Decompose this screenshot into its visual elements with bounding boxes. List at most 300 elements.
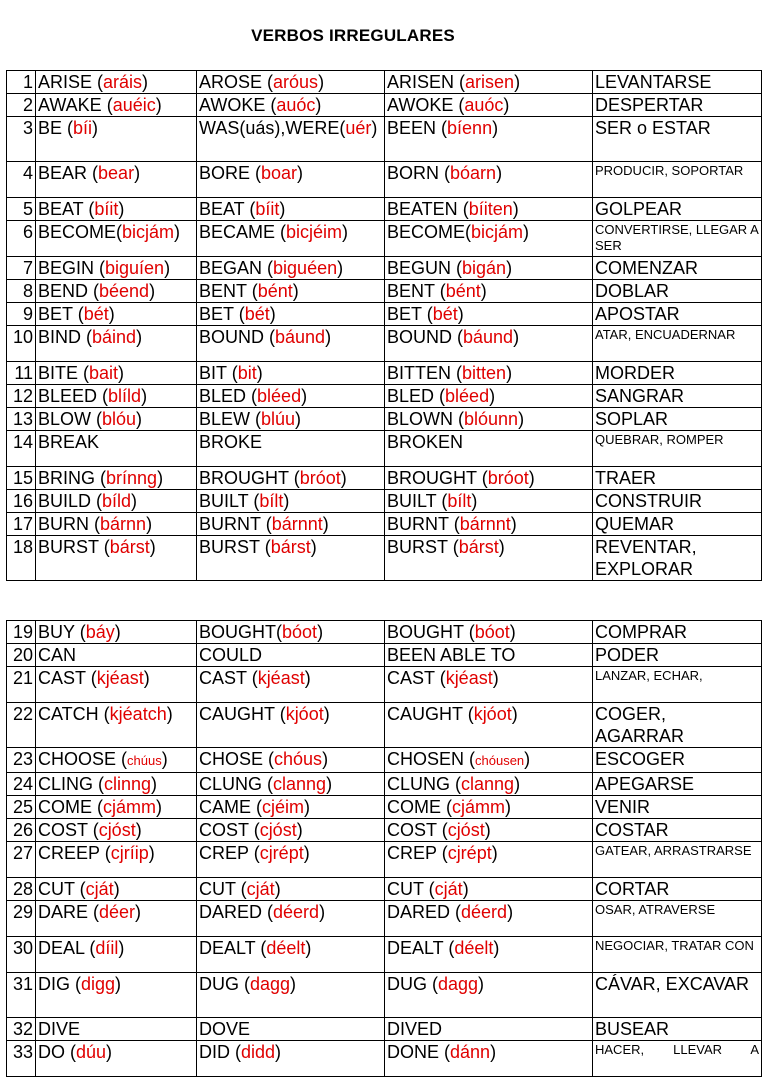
row-number: 20	[7, 644, 36, 667]
participle-cell: BET (bét)	[385, 303, 593, 326]
participle-cell: BEGUN (bigán)	[385, 257, 593, 280]
verb-row	[7, 280, 762, 303]
past-word: CUT	[199, 879, 236, 899]
infinitive-word: BIND	[38, 327, 82, 347]
past-word: BROKE	[199, 432, 263, 452]
participle-cell	[385, 1018, 593, 1041]
participle-pronunciation: bóot	[474, 622, 510, 642]
participle-cell: BURNT (bárnnt)	[385, 513, 593, 536]
past-word: DEALT	[199, 938, 256, 958]
row-number: 10	[7, 326, 36, 362]
meaning-cell: CONVERTIRSE, LLEGAR A SER	[593, 221, 762, 257]
infinitive-word: CAST	[38, 668, 86, 688]
row-number: 7	[7, 257, 36, 280]
participle-word: BITTEN	[387, 363, 452, 383]
past-word: BEAT	[199, 199, 245, 219]
infinitive-cell: BECOME(bicjám)	[36, 221, 197, 257]
past-pronunciation: cját	[246, 879, 275, 899]
past-word: BET	[199, 304, 234, 324]
past-cell: CAME (cjéim)	[197, 796, 385, 819]
participle-pronunciation: kjéast	[445, 668, 493, 688]
infinitive-word: DIVE	[38, 1019, 81, 1039]
verb-row	[7, 644, 762, 667]
participle-pronunciation: bárnnt	[459, 514, 511, 534]
participle-pronunciation: chóusen	[475, 753, 525, 768]
infinitive-cell: BE (bíi)	[36, 117, 197, 162]
past-cell: DID (didd)	[197, 1041, 385, 1077]
verb-row	[7, 513, 762, 536]
meaning-cell: COMPRAR	[593, 621, 762, 644]
infinitive-cell: BURST (bárst)	[36, 536, 197, 581]
past-cell: BORE (boar)	[197, 162, 385, 198]
row-number: 15	[7, 467, 36, 490]
past-word: BORE	[199, 163, 251, 183]
infinitive-pronunciation: chúus	[127, 753, 162, 768]
past-word: DARED	[199, 902, 263, 922]
row-number: 29	[7, 901, 36, 937]
row-number: 17	[7, 513, 36, 536]
participle-word: CLUNG	[387, 774, 451, 794]
infinitive-pronunciation: cjámm	[103, 797, 156, 817]
participle-cell: BECOME(bicjám)	[385, 221, 593, 257]
infinitive-cell: ARISE (aráis)	[36, 71, 197, 94]
past-cell: BLED (bléed)	[197, 385, 385, 408]
row-number: 26	[7, 819, 36, 842]
participle-cell: DUG (dagg)	[385, 973, 593, 1018]
infinitive-pronunciation: cjóst	[98, 820, 136, 840]
past-word: COST	[199, 820, 249, 840]
row-number: 1	[7, 71, 36, 94]
participle-word: BURST	[387, 537, 448, 557]
past-word: WAS(uás),WERE(	[199, 118, 346, 138]
past-pronunciation: cjóst	[259, 820, 297, 840]
past-cell: BEGAN (biguéen)	[197, 257, 385, 280]
participle-word: BECOME	[387, 222, 466, 242]
meaning-cell: CORTAR	[593, 878, 762, 901]
verb-row	[7, 431, 762, 467]
past-word: BURST	[199, 537, 260, 557]
participle-pronunciation: bárst	[458, 537, 499, 557]
participle-word: CREP	[387, 843, 437, 863]
past-cell: CAST (kjéast)	[197, 667, 385, 703]
meaning-cell: PRODUCIR, SOPORTAR	[593, 162, 762, 198]
past-cell: CLUNG (clanng)	[197, 773, 385, 796]
past-pronunciation: blúu	[261, 409, 296, 429]
verb-row	[7, 819, 762, 842]
participle-word: CAUGHT	[387, 704, 463, 724]
infinitive-cell: BEGIN (biguíen)	[36, 257, 197, 280]
participle-word: BROKEN	[387, 432, 464, 452]
participle-pronunciation: bíenn	[447, 118, 493, 138]
participle-cell	[385, 431, 593, 467]
verb-row	[7, 303, 762, 326]
participle-pronunciation: bílt	[447, 491, 472, 511]
past-pronunciation: aróus	[273, 72, 319, 92]
meaning-cell: GOLPEAR	[593, 198, 762, 221]
row-number: 30	[7, 937, 36, 973]
participle-cell: BENT (bént)	[385, 280, 593, 303]
participle-word: BEGUN	[387, 258, 452, 278]
participle-word: BET	[387, 304, 422, 324]
past-cell: COST (cjóst)	[197, 819, 385, 842]
participle-cell: BUILT (bílt)	[385, 490, 593, 513]
row-number: 18	[7, 536, 36, 581]
meaning-cell: COMENZAR	[593, 257, 762, 280]
participle-pronunciation: déerd	[461, 902, 508, 922]
past-pronunciation: cjrépt	[259, 843, 304, 863]
past-pronunciation: didd	[241, 1042, 276, 1062]
participle-word: BEEN	[387, 118, 437, 138]
past-cell: BROUGHT (bróot)	[197, 467, 385, 490]
past-cell: BURST (bárst)	[197, 536, 385, 581]
infinitive-cell: DO (dúu)	[36, 1041, 197, 1077]
participle-cell: BEATEN (bíiten)	[385, 198, 593, 221]
infinitive-cell: BEAT (bíit)	[36, 198, 197, 221]
infinitive-word: BUILD	[38, 491, 92, 511]
infinitive-cell: DIG (digg)	[36, 973, 197, 1018]
participle-cell: DEALT (déelt)	[385, 937, 593, 973]
past-word: BENT	[199, 281, 247, 301]
participle-word: BEEN ABLE TO	[387, 645, 516, 665]
past-pronunciation: clanng	[273, 774, 327, 794]
row-number: 9	[7, 303, 36, 326]
past-pronunciation: bróot	[299, 468, 341, 488]
participle-pronunciation: bóarn	[450, 163, 497, 183]
participle-cell: BLED (bléed)	[385, 385, 593, 408]
participle-cell: BITTEN (bitten)	[385, 362, 593, 385]
verb-row	[7, 490, 762, 513]
infinitive-word: BE	[38, 118, 63, 138]
participle-cell: BEEN (bíenn)	[385, 117, 593, 162]
infinitive-pronunciation: béend	[99, 281, 150, 301]
past-cell: AWOKE (auóc)	[197, 94, 385, 117]
meaning-cell: SANGRAR	[593, 385, 762, 408]
participle-cell	[385, 644, 593, 667]
past-word: AWOKE	[199, 95, 266, 115]
infinitive-cell: COME (cjámm)	[36, 796, 197, 819]
infinitive-cell: CATCH (kjéatch)	[36, 703, 197, 748]
infinitive-pronunciation: blóu	[102, 409, 137, 429]
infinitive-word: BITE	[38, 363, 79, 383]
meaning-cell: REVENTAR, EXPLORAR	[593, 536, 762, 581]
row-number: 14	[7, 431, 36, 467]
infinitive-word: DEAL	[38, 938, 85, 958]
infinitive-word: CLING	[38, 774, 94, 794]
past-word: BUILT	[199, 491, 249, 511]
infinitive-cell: BLEED (blíld)	[36, 385, 197, 408]
row-number: 27	[7, 842, 36, 878]
past-pronunciation: uér	[345, 118, 372, 138]
past-word: DID	[199, 1042, 230, 1062]
past-pronunciation: chóus	[274, 749, 323, 769]
past-cell: BEAT (bíit)	[197, 198, 385, 221]
participle-word: DUG	[387, 974, 427, 994]
infinitive-pronunciation: díil	[95, 938, 119, 958]
participle-pronunciation: cját	[434, 879, 463, 899]
past-word: BEGAN	[199, 258, 263, 278]
infinitive-word: BECOME	[38, 222, 117, 242]
participle-cell: BURST (bárst)	[385, 536, 593, 581]
past-word: BLEW	[199, 409, 251, 429]
participle-cell: BOUND (báund)	[385, 326, 593, 362]
participle-pronunciation: blóunn	[464, 409, 519, 429]
row-number: 16	[7, 490, 36, 513]
participle-cell: AWOKE (auóc)	[385, 94, 593, 117]
meaning-cell: SER o ESTAR	[593, 117, 762, 162]
infinitive-cell	[36, 431, 197, 467]
meaning-cell: BUSEAR	[593, 1018, 762, 1041]
infinitive-pronunciation: dúu	[76, 1042, 107, 1062]
infinitive-word: CREEP	[38, 843, 100, 863]
participle-word: BEATEN	[387, 199, 458, 219]
meaning-cell: QUEMAR	[593, 513, 762, 536]
meaning-cell: GATEAR, ARRASTRARSE	[593, 842, 762, 878]
participle-pronunciation: bént	[445, 281, 481, 301]
verb-row	[7, 94, 762, 117]
infinitive-pronunciation: cját	[85, 879, 114, 899]
infinitive-pronunciation: auéic	[112, 95, 156, 115]
verb-row	[7, 221, 762, 257]
past-word: BECAME	[199, 222, 276, 242]
infinitive-cell: AWAKE (auéic)	[36, 94, 197, 117]
past-cell	[197, 644, 385, 667]
past-word: COULD	[199, 645, 263, 665]
row-number: 12	[7, 385, 36, 408]
verbs-table-2	[6, 620, 762, 1077]
participle-cell: CAST (kjéast)	[385, 667, 593, 703]
infinitive-word: BEAT	[38, 199, 84, 219]
past-word: CHOSE	[199, 749, 264, 769]
participle-pronunciation: déelt	[454, 938, 494, 958]
participle-word: BUILT	[387, 491, 437, 511]
row-number: 19	[7, 621, 36, 644]
verb-row	[7, 842, 762, 878]
past-pronunciation: déerd	[273, 902, 320, 922]
past-cell: BUILT (bílt)	[197, 490, 385, 513]
infinitive-cell: COST (cjóst)	[36, 819, 197, 842]
past-cell: BECAME (bicjéim)	[197, 221, 385, 257]
verb-row	[7, 773, 762, 796]
past-pronunciation: boar	[261, 163, 298, 183]
infinitive-cell: CREEP (cjríip)	[36, 842, 197, 878]
participle-cell: BOUGHT (bóot)	[385, 621, 593, 644]
infinitive-cell: CHOOSE (chúus)	[36, 748, 197, 773]
infinitive-pronunciation: bíi	[73, 118, 93, 138]
meaning-cell: SOPLAR	[593, 408, 762, 431]
past-word: BOUND	[199, 327, 265, 347]
infinitive-word: COST	[38, 820, 88, 840]
infinitive-cell: BIND (báind)	[36, 326, 197, 362]
infinitive-pronunciation: bear	[98, 163, 135, 183]
verb-row	[7, 467, 762, 490]
participle-pronunciation: dagg	[438, 974, 479, 994]
participle-pronunciation: báund	[463, 327, 514, 347]
past-cell: CUT (cját)	[197, 878, 385, 901]
meaning-cell: ESCOGER	[593, 748, 762, 773]
past-cell: CHOSE (chóus)	[197, 748, 385, 773]
row-number: 2	[7, 94, 36, 117]
past-word: CAME	[199, 797, 252, 817]
participle-word: CAST	[387, 668, 435, 688]
participle-word: BLOWN	[387, 409, 454, 429]
row-number: 13	[7, 408, 36, 431]
infinitive-word: BREAK	[38, 432, 100, 452]
past-cell: AROSE (aróus)	[197, 71, 385, 94]
verb-row	[7, 408, 762, 431]
participle-cell: ARISEN (arisen)	[385, 71, 593, 94]
participle-word: ARISEN	[387, 72, 455, 92]
participle-pronunciation: bitten	[462, 363, 507, 383]
participle-pronunciation: bét	[432, 304, 458, 324]
participle-cell: BROUGHT (bróot)	[385, 467, 593, 490]
verb-row	[7, 71, 762, 94]
past-word: CAST	[199, 668, 247, 688]
past-cell: BOUGHT(bóot)	[197, 621, 385, 644]
infinitive-pronunciation: kjéast	[96, 668, 144, 688]
verb-row	[7, 326, 762, 362]
meaning-cell: APOSTAR	[593, 303, 762, 326]
infinitive-word: CATCH	[38, 704, 99, 724]
infinitive-word: ARISE	[38, 72, 93, 92]
participle-word: BURNT	[387, 514, 449, 534]
participle-word: BENT	[387, 281, 435, 301]
participle-pronunciation: bíiten	[468, 199, 513, 219]
meaning-cell: DESPERTAR	[593, 94, 762, 117]
infinitive-pronunciation: brínng	[106, 468, 158, 488]
past-pronunciation: dagg	[250, 974, 291, 994]
meaning-cell: OSAR, ATRAVERSE	[593, 901, 762, 937]
participle-cell: DARED (déerd)	[385, 901, 593, 937]
row-number: 23	[7, 748, 36, 773]
meaning-cell: LEVANTARSE	[593, 71, 762, 94]
row-number: 4	[7, 162, 36, 198]
row-number: 32	[7, 1018, 36, 1041]
row-number: 3	[7, 117, 36, 162]
row-number: 21	[7, 667, 36, 703]
verb-row	[7, 1041, 762, 1077]
infinitive-cell: CUT (cját)	[36, 878, 197, 901]
verb-row	[7, 748, 762, 773]
infinitive-pronunciation: bét	[83, 304, 109, 324]
row-number: 28	[7, 878, 36, 901]
meaning-cell: PODER	[593, 644, 762, 667]
infinitive-cell: BITE (bait)	[36, 362, 197, 385]
infinitive-cell: BUILD (bíld)	[36, 490, 197, 513]
meaning-cell: HACER, LLEVAR A	[593, 1041, 762, 1077]
participle-word: DONE	[387, 1042, 440, 1062]
infinitive-cell: BLOW (blóu)	[36, 408, 197, 431]
infinitive-cell: BURN (bárnn)	[36, 513, 197, 536]
verb-row	[7, 117, 762, 162]
past-pronunciation: kjóot	[285, 704, 324, 724]
meaning-cell: TRAER	[593, 467, 762, 490]
meaning-cell: LANZAR, ECHAR,	[593, 667, 762, 703]
participle-word: CUT	[387, 879, 424, 899]
participle-pronunciation: bicjám	[471, 222, 524, 242]
participle-pronunciation: cjóst	[447, 820, 485, 840]
past-cell: BOUND (báund)	[197, 326, 385, 362]
participle-word: BROUGHT	[387, 468, 477, 488]
meaning-cell: COSTAR	[593, 819, 762, 842]
past-cell: WAS(uás),WERE(uér)	[197, 117, 385, 162]
participle-pronunciation: bigán	[462, 258, 507, 278]
infinitive-word: BEGIN	[38, 258, 95, 278]
participle-cell: CHOSEN (chóusen)	[385, 748, 593, 773]
meaning-cell: CÁVAR, EXCAVAR	[593, 973, 762, 1018]
participle-cell: CUT (cját)	[385, 878, 593, 901]
past-word: BROUGHT	[199, 468, 289, 488]
verb-row	[7, 973, 762, 1018]
verb-row	[7, 1018, 762, 1041]
infinitive-pronunciation: bárnn	[100, 514, 147, 534]
meaning-cell: DOBLAR	[593, 280, 762, 303]
participle-pronunciation: auóc	[464, 95, 504, 115]
infinitive-pronunciation: bíit	[94, 199, 119, 219]
meaning-cell: MORDER	[593, 362, 762, 385]
infinitive-pronunciation: aráis	[103, 72, 143, 92]
past-pronunciation: bént	[257, 281, 293, 301]
participle-cell: CREP (cjrépt)	[385, 842, 593, 878]
past-word: DUG	[199, 974, 239, 994]
participle-word: BORN	[387, 163, 440, 183]
infinitive-word: CHOOSE	[38, 749, 117, 769]
past-cell: CREP (cjrépt)	[197, 842, 385, 878]
past-pronunciation: bléed	[257, 386, 302, 406]
meaning-cell: COGER, AGARRAR	[593, 703, 762, 748]
infinitive-word: BURN	[38, 514, 90, 534]
past-pronunciation: bílt	[259, 491, 284, 511]
participle-word: BOUND	[387, 327, 453, 347]
past-word: BURNT	[199, 514, 261, 534]
past-cell: BLEW (blúu)	[197, 408, 385, 431]
page-title: VERBOS IRREGULARES	[251, 26, 455, 45]
infinitive-cell: DARE (déer)	[36, 901, 197, 937]
infinitive-cell: DEAL (díil)	[36, 937, 197, 973]
past-word: DOVE	[199, 1019, 251, 1039]
participle-word: BOUGHT	[387, 622, 464, 642]
row-number: 11	[7, 362, 36, 385]
infinitive-cell: BUY (báy)	[36, 621, 197, 644]
infinitive-pronunciation: bait	[89, 363, 119, 383]
participle-word: AWOKE	[387, 95, 454, 115]
past-pronunciation: bárst	[270, 537, 311, 557]
infinitive-cell: CLING (clinng)	[36, 773, 197, 796]
verbs-table-1	[6, 70, 762, 581]
row-number: 5	[7, 198, 36, 221]
infinitive-pronunciation: bárst	[109, 537, 150, 557]
participle-pronunciation: kjóot	[473, 704, 512, 724]
infinitive-pronunciation: cjríip	[110, 843, 149, 863]
infinitive-pronunciation: bicjám	[122, 222, 175, 242]
row-number: 25	[7, 796, 36, 819]
verb-row	[7, 937, 762, 973]
participle-cell: CAUGHT (kjóot)	[385, 703, 593, 748]
verb-row	[7, 796, 762, 819]
verb-row	[7, 667, 762, 703]
infinitive-word: DO	[38, 1042, 65, 1062]
participle-cell: BLOWN (blóunn)	[385, 408, 593, 431]
row-number: 8	[7, 280, 36, 303]
past-cell: DEALT (déelt)	[197, 937, 385, 973]
infinitive-word: BLEED	[38, 386, 98, 406]
row-number: 31	[7, 973, 36, 1018]
participle-cell: COME (cjámm)	[385, 796, 593, 819]
past-pronunciation: báund	[275, 327, 326, 347]
past-pronunciation: bét	[244, 304, 270, 324]
participle-word: COME	[387, 797, 441, 817]
infinitive-word: DIG	[38, 974, 71, 994]
participle-word: DARED	[387, 902, 451, 922]
